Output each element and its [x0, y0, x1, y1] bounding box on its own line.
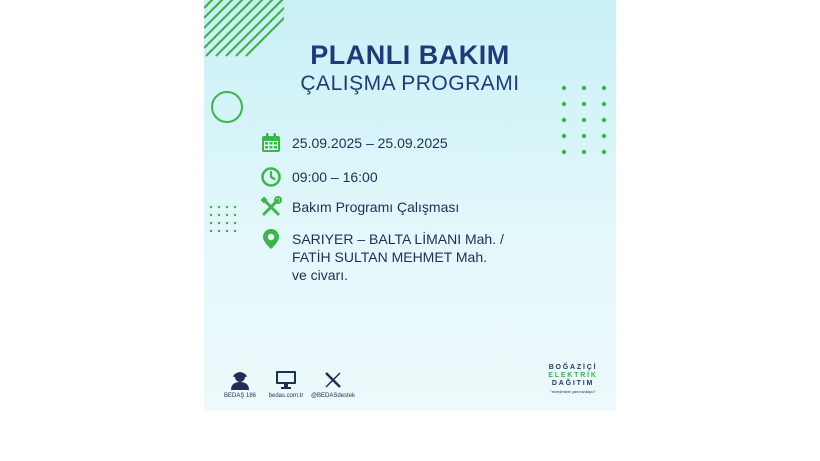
phone-label: BEDAŞ 186	[223, 393, 257, 399]
announcement-card	[204, 0, 616, 411]
work-row	[260, 196, 459, 218]
location-line-1: SARIYER – BALTA LİMANI Mah. /	[292, 231, 504, 247]
time-row	[260, 166, 378, 188]
logo-line-3: DAĞITIM	[551, 380, 595, 387]
computer-monitor-icon	[275, 370, 297, 390]
footer-phone	[224, 370, 256, 406]
location-pin-icon	[260, 228, 282, 250]
footer-x	[310, 370, 356, 406]
work-description: Bakım Programı Çalışması	[292, 199, 460, 215]
dot-grid-decoration-left	[209, 205, 239, 235]
company-logo	[542, 364, 604, 394]
clock-icon	[260, 166, 282, 188]
x-handle-label: @BEDASdestek	[310, 393, 356, 399]
logo-line-2: ELEKTRİK	[548, 372, 598, 379]
tools-icon	[260, 196, 282, 218]
time-range: 09:00 – 16:00	[292, 169, 378, 185]
date-range: 25.09.2025 – 25.09.2025	[292, 135, 448, 151]
date-row	[260, 132, 448, 154]
x-logo-icon	[323, 370, 343, 390]
location-text	[292, 228, 504, 284]
footer-web	[266, 370, 306, 406]
logo-tagline: "enerjimizle yanınızdayız"	[550, 389, 596, 394]
page-title: PLANLI BAKIM	[310, 40, 510, 70]
location-line-2: FATİH SULTAN MEHMET Mah.	[292, 249, 487, 265]
calendar-icon	[260, 132, 282, 154]
page-subtitle: ÇALIŞMA PROGRAMI	[300, 72, 520, 95]
location-line-3: ve civarı.	[292, 267, 349, 283]
location-row	[260, 228, 504, 284]
call-center-agent-icon	[229, 370, 251, 390]
web-label: bedas.com.tr	[268, 393, 304, 399]
logo-line-1: BOĞAZİÇİ	[548, 364, 598, 371]
